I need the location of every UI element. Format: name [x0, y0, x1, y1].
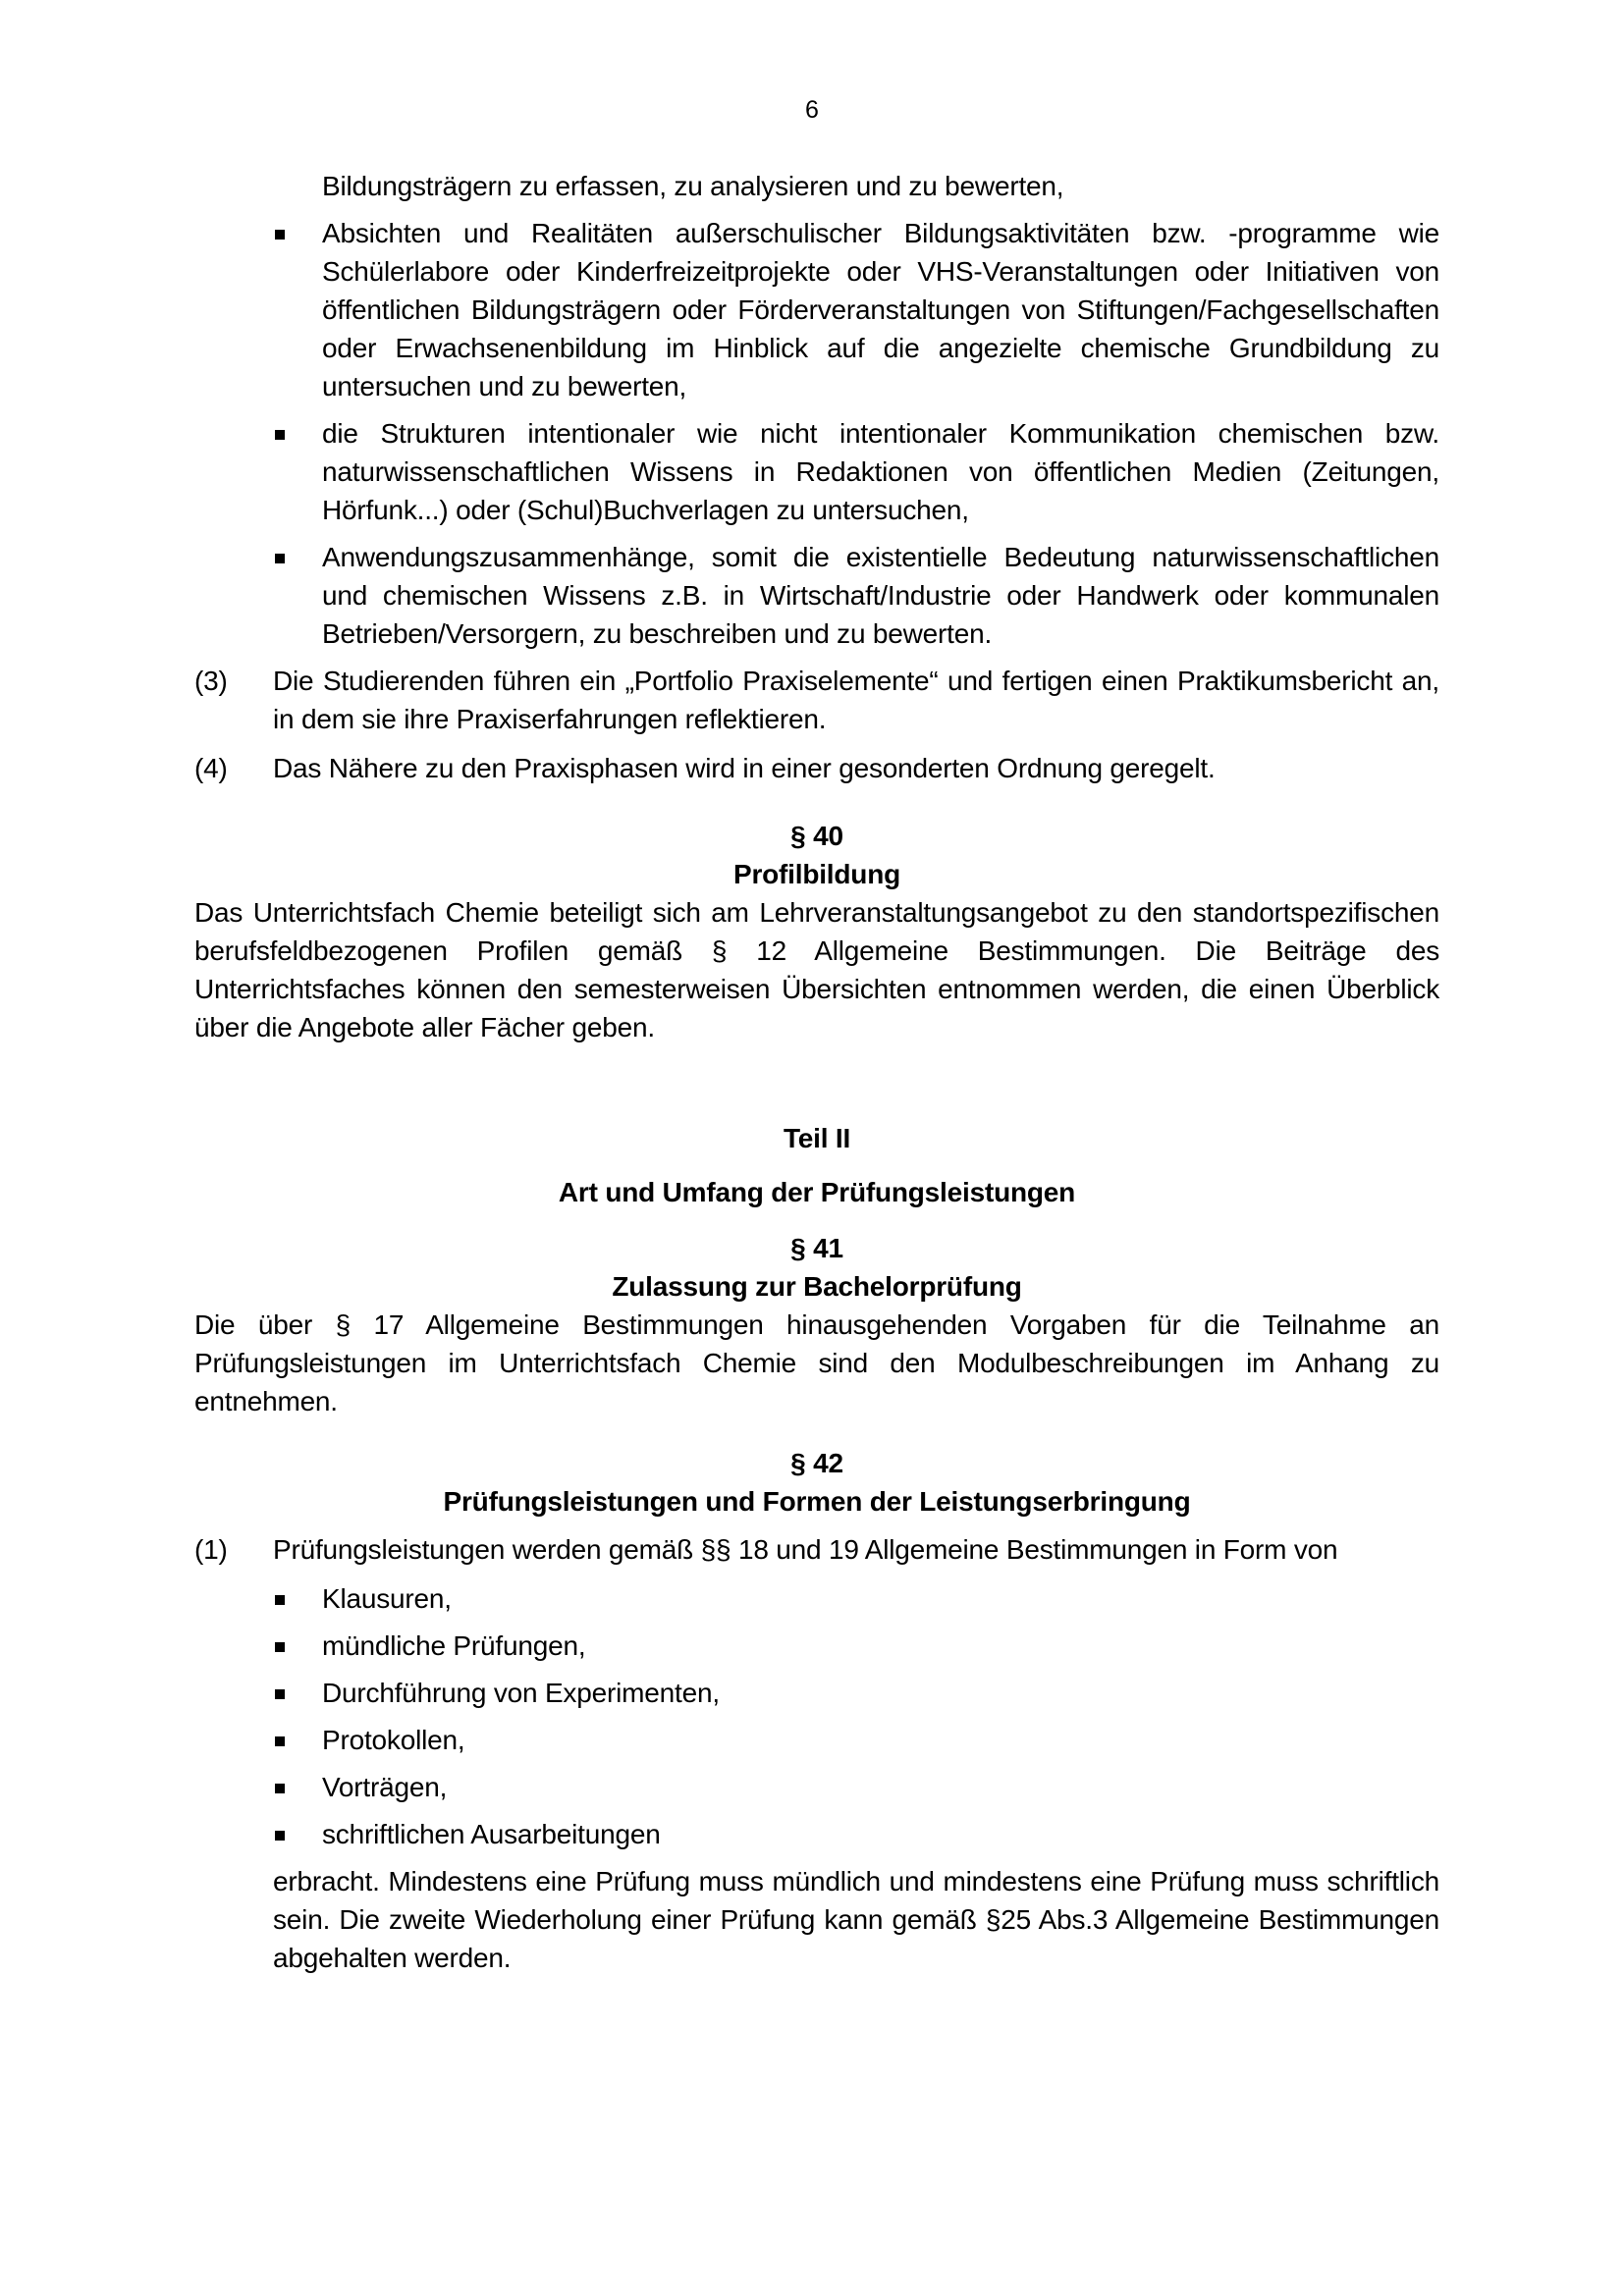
- section-42-closing: erbracht. Mindestens eine Prüfung muss mündlich und mindestens eine Prüfung muss schriftlich sein. Die zweite Wiederholung einer Prüfung kann gemäß §25 Abs.3 Allgemeine Bestimmungen abgehalten werden.: [273, 1866, 1439, 1973]
- intro-continuation: Bildungsträgern zu erfassen, zu analysieren und zu bewerten,: [322, 171, 1064, 201]
- page-content: [194, 167, 1439, 1977]
- section-41-number: § 41: [790, 1233, 843, 1263]
- list-item: Vorträgen,: [194, 1768, 1439, 1806]
- paragraph-number: (4): [194, 753, 228, 783]
- bullet-square-icon: [275, 1784, 285, 1793]
- section-41-text: Die über § 17 Allgemeine Bestimmungen hinausgehenden Vorgaben für die Teilnahme an Prüfungsleistungen im Unterrichtsfach Chemie sind den Modulbeschreibungen im Anhang zu entnehmen.: [194, 1309, 1439, 1416]
- section-40-title: Profilbildung: [732, 859, 901, 889]
- paragraph-3: [194, 662, 1439, 738]
- bullet-list-top: [194, 214, 1439, 653]
- section-40-number: § 40: [790, 821, 843, 851]
- list-item: Durchführung von Experimenten,: [194, 1674, 1439, 1712]
- list-item: Anwendungszusammenhänge, somit die existentielle Bedeutung naturwissenschaftlichen und chemischen Wissens z.B. in Wirtschaft/Industrie oder Handwerk oder kommunalen Betrieben/Versorgern, zu beschreiben und zu bewerten.: [194, 538, 1439, 653]
- section-42-title: Prüfungsleistungen und Formen der Leistungserbringung: [443, 1486, 1191, 1517]
- list-item: schriftlichen Ausarbeitungen: [194, 1815, 1439, 1853]
- bullet-square-icon: [275, 230, 285, 240]
- paragraph-text: Die Studierenden führen ein „Portfolio Praxiselemente“ und fertigen einen Praktikumsbericht an, in dem sie ihre Praxiserfahrungen reflektieren.: [273, 666, 1439, 734]
- section-40-text: Das Unterrichtsfach Chemie beteiligt sich am Lehrveranstaltungsangebot zu den standortspezifischen berufsfeldbezogenen Profilen gemäß § 12 Allgemeine Bestimmungen. Die Beiträge des Unterrichtsfaches können den semesterweisen Übersichten entnommen werden, die einen Überblick über die Angebote aller Fächer geben.: [194, 897, 1439, 1042]
- paragraph-text: Das Nähere zu den Praxisphasen wird in einer gesonderten Ordnung geregelt.: [273, 753, 1216, 783]
- paragraph-number: (1): [194, 1534, 228, 1565]
- part-2-label: Teil II: [783, 1123, 851, 1153]
- list-item: Protokollen,: [194, 1721, 1439, 1759]
- paragraph-number: (3): [194, 666, 228, 696]
- list-item: mündliche Prüfungen,: [194, 1627, 1439, 1665]
- paragraph-4: [194, 749, 1439, 787]
- bullet-square-icon: [275, 1595, 285, 1605]
- section-41-title: Zulassung zur Bachelorprüfung: [612, 1271, 1022, 1302]
- list-item: Klausuren,: [194, 1579, 1439, 1618]
- list-item: Absichten und Realitäten außerschulischer Bildungsaktivitäten bzw. -programme wie Schülerlabore oder Kinderfreizeitprojekte oder VHS-Veranstaltungen oder Initiativen von öffentlichen Bildungsträgern oder Förderveranstaltungen von Stiftungen/Fachgesellschaften oder Erwachsenenbildung im Hinblick auf die angezielte chemische Grundbildung zu untersuchen und zu bewerten,: [194, 214, 1439, 405]
- bullet-square-icon: [275, 1736, 285, 1746]
- section-42-paragraph-1: [194, 1530, 1439, 1569]
- paragraph-text: Prüfungsleistungen werden gemäß §§ 18 und 19 Allgemeine Bestimmungen in Form von: [273, 1534, 1338, 1565]
- bullet-square-icon: [275, 1642, 285, 1652]
- section-42-number: § 42: [790, 1448, 843, 1478]
- bullet-square-icon: [275, 1689, 285, 1699]
- part-2-title: Art und Umfang der Prüfungsleistungen: [558, 1177, 1076, 1207]
- list-item: die Strukturen intentionaler wie nicht intentionaler Kommunikation chemischen bzw. naturwissenschaftlichen Wissens in Redaktionen von öffentlichen Medien (Zeitungen, Hörfunk...) oder (Schul)Buchverlagen zu untersuchen,: [194, 414, 1439, 529]
- page-number: 6: [805, 96, 819, 124]
- bullet-square-icon: [275, 430, 285, 440]
- bullet-square-icon: [275, 554, 285, 563]
- exam-forms-list: [194, 1579, 1439, 1853]
- bullet-square-icon: [275, 1831, 285, 1841]
